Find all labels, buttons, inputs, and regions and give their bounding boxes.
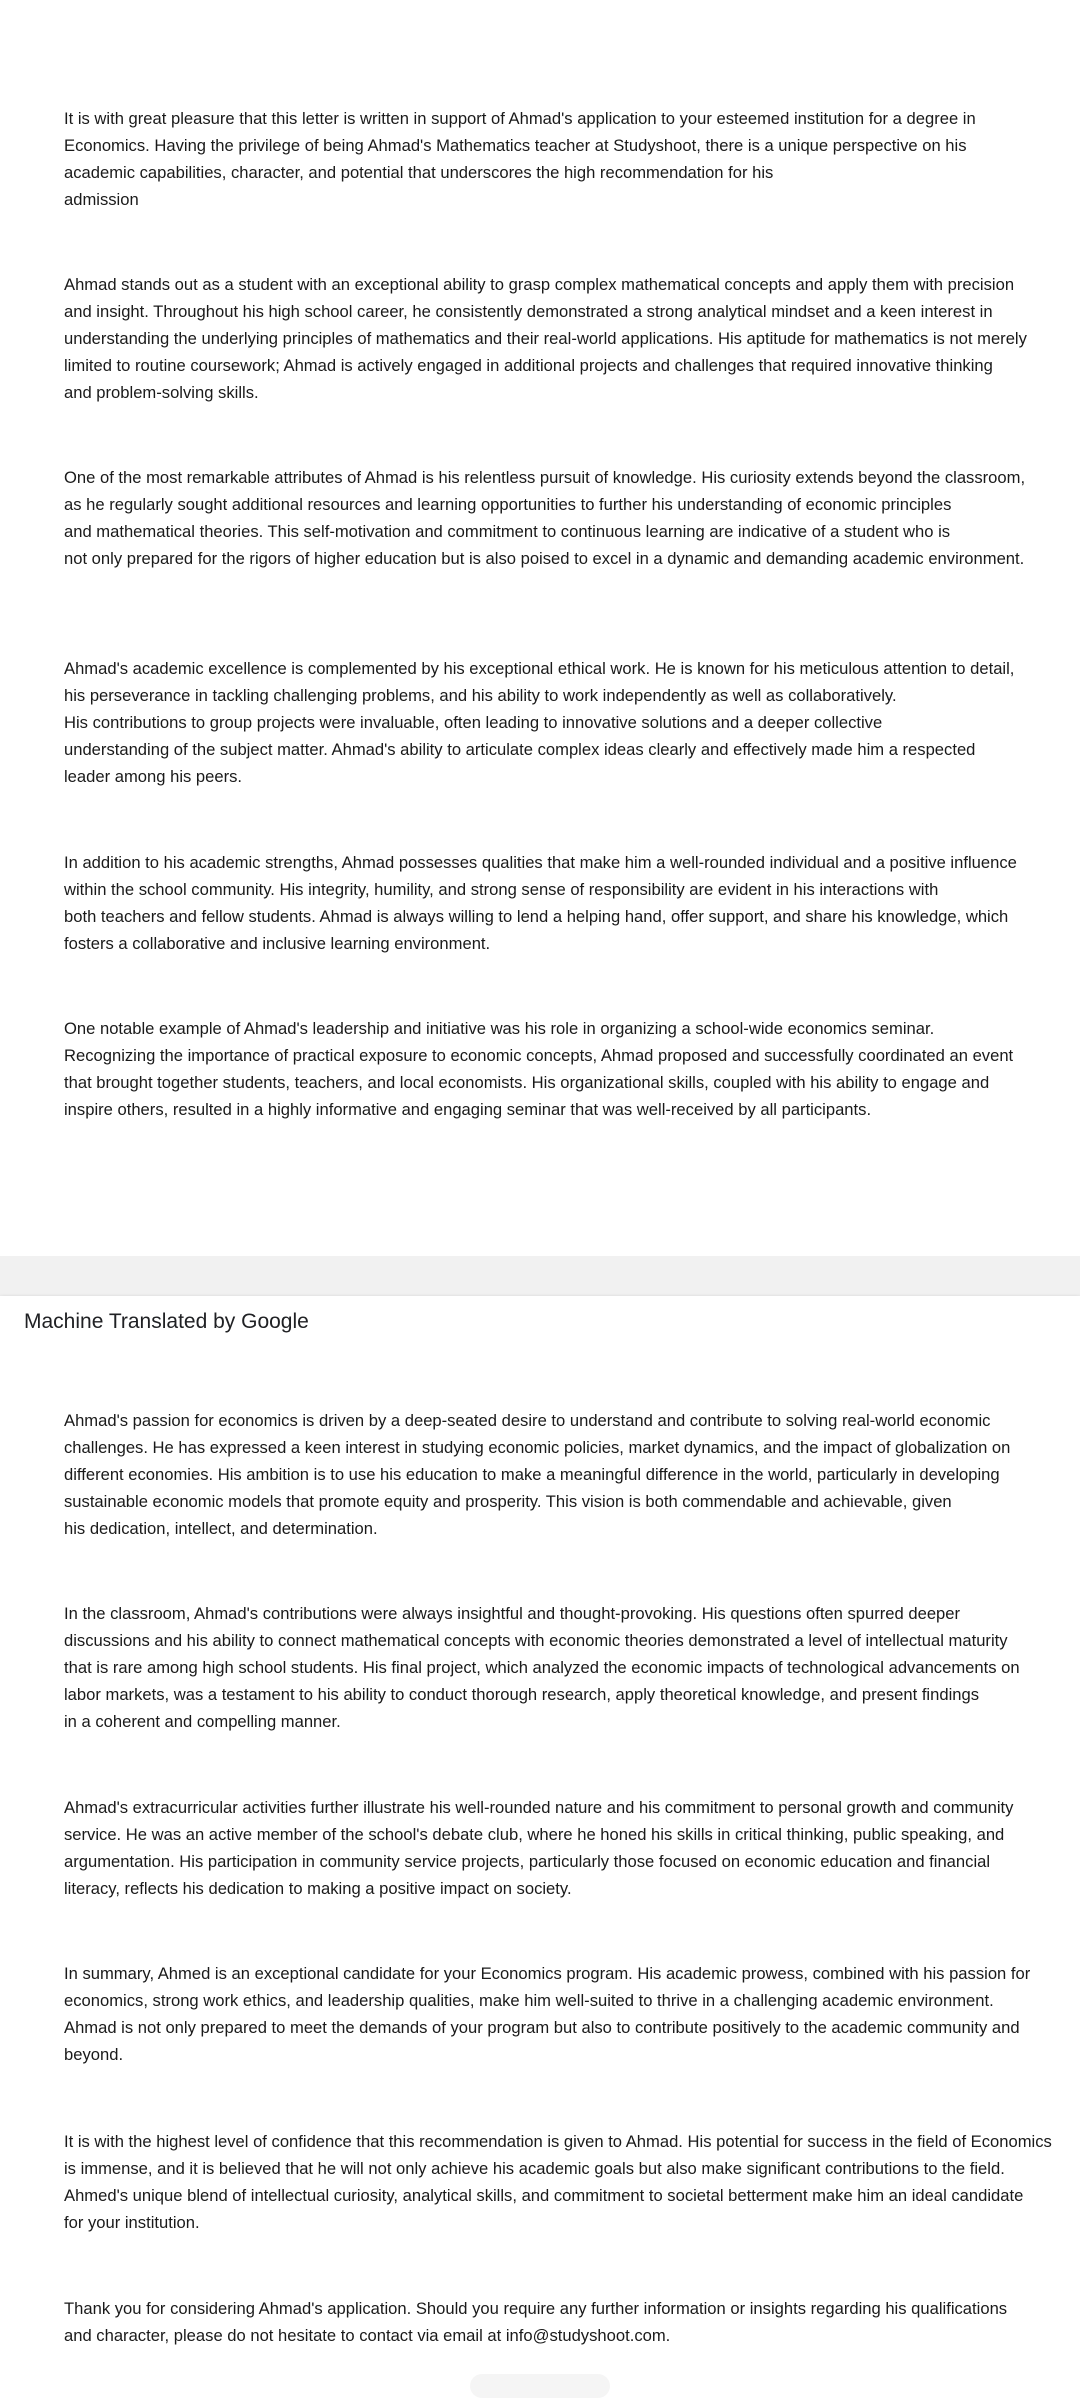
paragraph-opening: [64, 105, 1064, 213]
machine-translation-header: Machine Translated by Google: [24, 1310, 309, 1333]
document-page-2: [0, 1296, 1080, 2400]
text-line: discussions and his ability to connect mathematical concepts with economic theories demonstrated a level of intellectual maturity: [64, 1631, 1008, 1650]
text-line: economics, strong work ethics, and leadership qualities, make him well-suited to thrive in a challenging academic environment.: [64, 1991, 994, 2010]
text-line: in a coherent and compelling manner.: [64, 1712, 341, 1731]
text-line: argumentation. His participation in community service projects, particularly those focused on economic education and financial: [64, 1852, 991, 1871]
text-line: Thank you for considering Ahmad's application. Should you require any further information or insights regarding his qualifications: [64, 2299, 1008, 2318]
text-line: and character, please do not hesitate to contact via email at info@studyshoot.com.: [64, 2326, 671, 2345]
text-line: challenges. He has expressed a keen interest in studying economic policies, market dynamics, and the impact of globalization on: [64, 1438, 1011, 1457]
text-line: not only prepared for the rigors of higher education but is also poised to excel in a dynamic and demanding academic environment.: [64, 549, 1025, 568]
text-line: for your institution.: [64, 2213, 200, 2232]
paragraph-personal-qualities: [64, 849, 1064, 957]
text-line: his dedication, intellect, and determination.: [64, 1519, 378, 1538]
text-line: leader among his peers.: [64, 767, 243, 786]
text-line: In summary, Ahmed is an exceptional candidate for your Economics program. His academic prowess, combined with his passion for: [64, 1964, 1031, 1983]
text-line: that is rare among high school students. His final project, which analyzed the economic impacts of technological advancements on: [64, 1658, 1020, 1677]
text-line: service. He was an active member of the school's debate club, where he honed his skills in critical thinking, public speaking, and: [64, 1825, 1005, 1844]
text-line: Ahmad stands out as a student with an exceptional ability to grasp complex mathematical concepts and apply them with precision: [64, 275, 1015, 294]
text-line: both teachers and fellow students. Ahmad is always willing to lend a helping hand, offer support, and share his knowledge, which: [64, 907, 1009, 926]
text-line: Ahmad's academic excellence is complemented by his exceptional ethical work. He is known for his meticulous attention to detail,: [64, 659, 1015, 678]
text-line: within the school community. His integrity, humility, and strong sense of responsibility are evident in his interactions with: [64, 880, 939, 899]
text-line: In the classroom, Ahmad's contributions were always insightful and thought-provoking. His questions often spurred deeper: [64, 1604, 961, 1623]
text-line: It is with the highest level of confidence that this recommendation is given to Ahmad. His potential for success in the field of Economics: [64, 2132, 1052, 2151]
text-line: beyond.: [64, 2045, 124, 2064]
text-line: understanding the underlying principles of mathematics and their real-world applications. His aptitude for mathematics is not merely: [64, 329, 1027, 348]
text-line: Ahmad's extracurricular activities further illustrate his well-rounded nature and his commitment to personal growth and community: [64, 1798, 1014, 1817]
paragraph-confidence: [64, 2128, 1064, 2236]
text-line: academic capabilities, character, and potential that underscores the high recommendation for his: [64, 163, 774, 182]
text-line: and problem-solving skills.: [64, 383, 259, 402]
text-line: It is with great pleasure that this letter is written in support of Ahmad's application to your esteemed institution for a degree in: [64, 109, 976, 128]
text-line: His contributions to group projects were invaluable, often leading to innovative solutions and a deeper collective: [64, 713, 883, 732]
paragraph-academic-excellence: [64, 655, 1064, 790]
paragraph-classroom-contributions: [64, 1600, 1064, 1735]
paragraph-closing: [64, 2295, 1064, 2349]
text-line: limited to routine coursework; Ahmad is actively engaged in additional projects and challenges that required innovative thinking: [64, 356, 993, 375]
paragraph-leadership: [64, 1015, 1064, 1123]
text-line: inspire others, resulted in a highly informative and engaging seminar that was well-received by all participants.: [64, 1100, 872, 1119]
text-line: understanding of the subject matter. Ahmad's ability to articulate complex ideas clearly and effectively made him a respected: [64, 740, 976, 759]
text-line: different economies. His ambition is to use his education to make a meaningful difference in the world, particularly in developing: [64, 1465, 1000, 1484]
text-line: fosters a collaborative and inclusive learning environment.: [64, 934, 491, 953]
text-line: his perseverance in tackling challenging problems, and his ability to work independently as well as collaboratively.: [64, 686, 897, 705]
faded-watermark: [470, 2374, 610, 2398]
paragraph-passion-for-economics: [64, 1407, 1064, 1542]
paragraph-extracurricular: [64, 1794, 1064, 1902]
text-line: Recognizing the importance of practical exposure to economic concepts, Ahmad proposed and successfully coordinated an event: [64, 1046, 1014, 1065]
text-line: One of the most remarkable attributes of Ahmad is his relentless pursuit of knowledge. His curiosity extends beyond the classroom,: [64, 468, 1026, 487]
text-line: Economics. Having the privilege of being Ahmad's Mathematics teacher at Studyshoot, there is a unique perspective on his: [64, 136, 967, 155]
text-line: sustainable economic models that promote equity and prosperity. This vision is both commendable and achievable, given: [64, 1492, 952, 1511]
text-line: admission: [64, 190, 139, 209]
text-line: that brought together students, teachers, and local economists. His organizational skills, coupled with his ability to engage and: [64, 1073, 990, 1092]
text-line: Ahmad's passion for economics is driven by a deep-seated desire to understand and contribute to solving real-world economic: [64, 1411, 991, 1430]
text-line: and mathematical theories. This self-motivation and commitment to continuous learning are indicative of a student who is: [64, 522, 951, 541]
text-line: Ahmad is not only prepared to meet the demands of your program but also to contribute positively to the academic community and: [64, 2018, 1020, 2037]
text-line: and insight. Throughout his high school career, he consistently demonstrated a strong analytical mindset and a keen interest in: [64, 302, 993, 321]
paragraph-pursuit-of-knowledge: [64, 464, 1064, 572]
text-line: Ahmed's unique blend of intellectual curiosity, analytical skills, and commitment to societal betterment make him an ideal candidate: [64, 2186, 1024, 2205]
text-line: literacy, reflects his dedication to making a positive impact on society.: [64, 1879, 572, 1898]
paragraph-math-ability: [64, 271, 1064, 406]
paragraph-summary: [64, 1960, 1064, 2068]
text-line: In addition to his academic strengths, Ahmad possesses qualities that make him a well-rounded individual and a positive influence: [64, 853, 1017, 872]
text-line: is immense, and it is believed that he will not only achieve his academic goals but also make significant contributions to the field.: [64, 2159, 1005, 2178]
page-separator: [0, 1256, 1080, 1296]
text-line: as he regularly sought additional resources and learning opportunities to further his understanding of economic principles: [64, 495, 952, 514]
text-line: One notable example of Ahmad's leadership and initiative was his role in organizing a school-wide economics seminar.: [64, 1019, 935, 1038]
text-line: labor markets, was a testament to his ability to conduct thorough research, apply theoretical knowledge, and present findings: [64, 1685, 980, 1704]
